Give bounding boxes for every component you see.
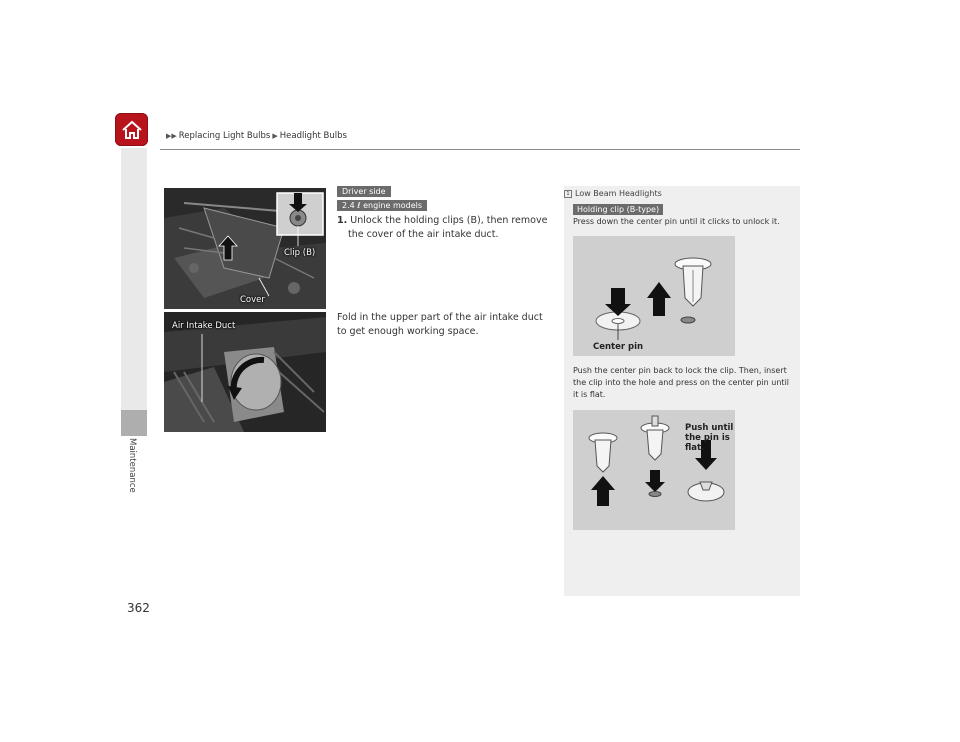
page-number: 362 [127, 601, 150, 615]
breadcrumb-arrow-icon: ▶ [272, 132, 278, 140]
clip-b-label: Clip (B) [284, 248, 316, 258]
instruction-paragraph: Fold in the upper part of the air intake duct to get enough working space. [337, 312, 543, 337]
breadcrumb [166, 131, 347, 141]
clip-lock-figure [573, 410, 735, 530]
step-1 [337, 214, 552, 242]
sidebar-section-tab[interactable] [121, 410, 147, 436]
panel-text-1: Press down the center pin until it clicks to unlock it. [573, 217, 780, 226]
step-number: 1. [337, 215, 348, 226]
breadcrumb-arrow-icon: ▶▶ [166, 132, 177, 140]
header-divider [160, 149, 800, 150]
push-until-flat-label: Push until the pin is flat. [685, 423, 734, 453]
panel-title [564, 189, 662, 198]
sidebar-section-label: Maintenance [127, 438, 137, 493]
air-intake-duct-photo [164, 312, 326, 432]
sidebar-strip [121, 148, 147, 410]
cover-label: Cover [240, 295, 265, 305]
center-pin-label: Center pin [593, 342, 644, 352]
engine-cover-photo [164, 188, 326, 309]
engine-models-badge: 2.4 ℓ engine models [337, 200, 427, 211]
holding-clip-badge: Holding clip (B-type) [573, 204, 663, 215]
clip-unlock-figure [573, 236, 735, 356]
note-ref-icon: 1 [564, 190, 572, 198]
home-button[interactable] [115, 113, 148, 146]
step-line-2: the cover of the air intake duct. [348, 229, 499, 240]
home-icon [121, 120, 143, 140]
breadcrumb-item[interactable]: Replacing Light Bulbs [178, 131, 271, 141]
panel-title-text: Low Beam Headlights [575, 189, 662, 198]
step-line-1: Unlock the holding clips (B), then remove [350, 215, 548, 226]
panel-text-2: Push the center pin back to lock the clip. Then, insert the clip into the hole and press on the center pin until it is flat. [573, 366, 790, 399]
air-intake-duct-label: Air Intake Duct [172, 321, 236, 331]
breadcrumb-item[interactable]: Headlight Bulbs [279, 131, 347, 141]
driver-side-badge: Driver side [337, 186, 391, 197]
